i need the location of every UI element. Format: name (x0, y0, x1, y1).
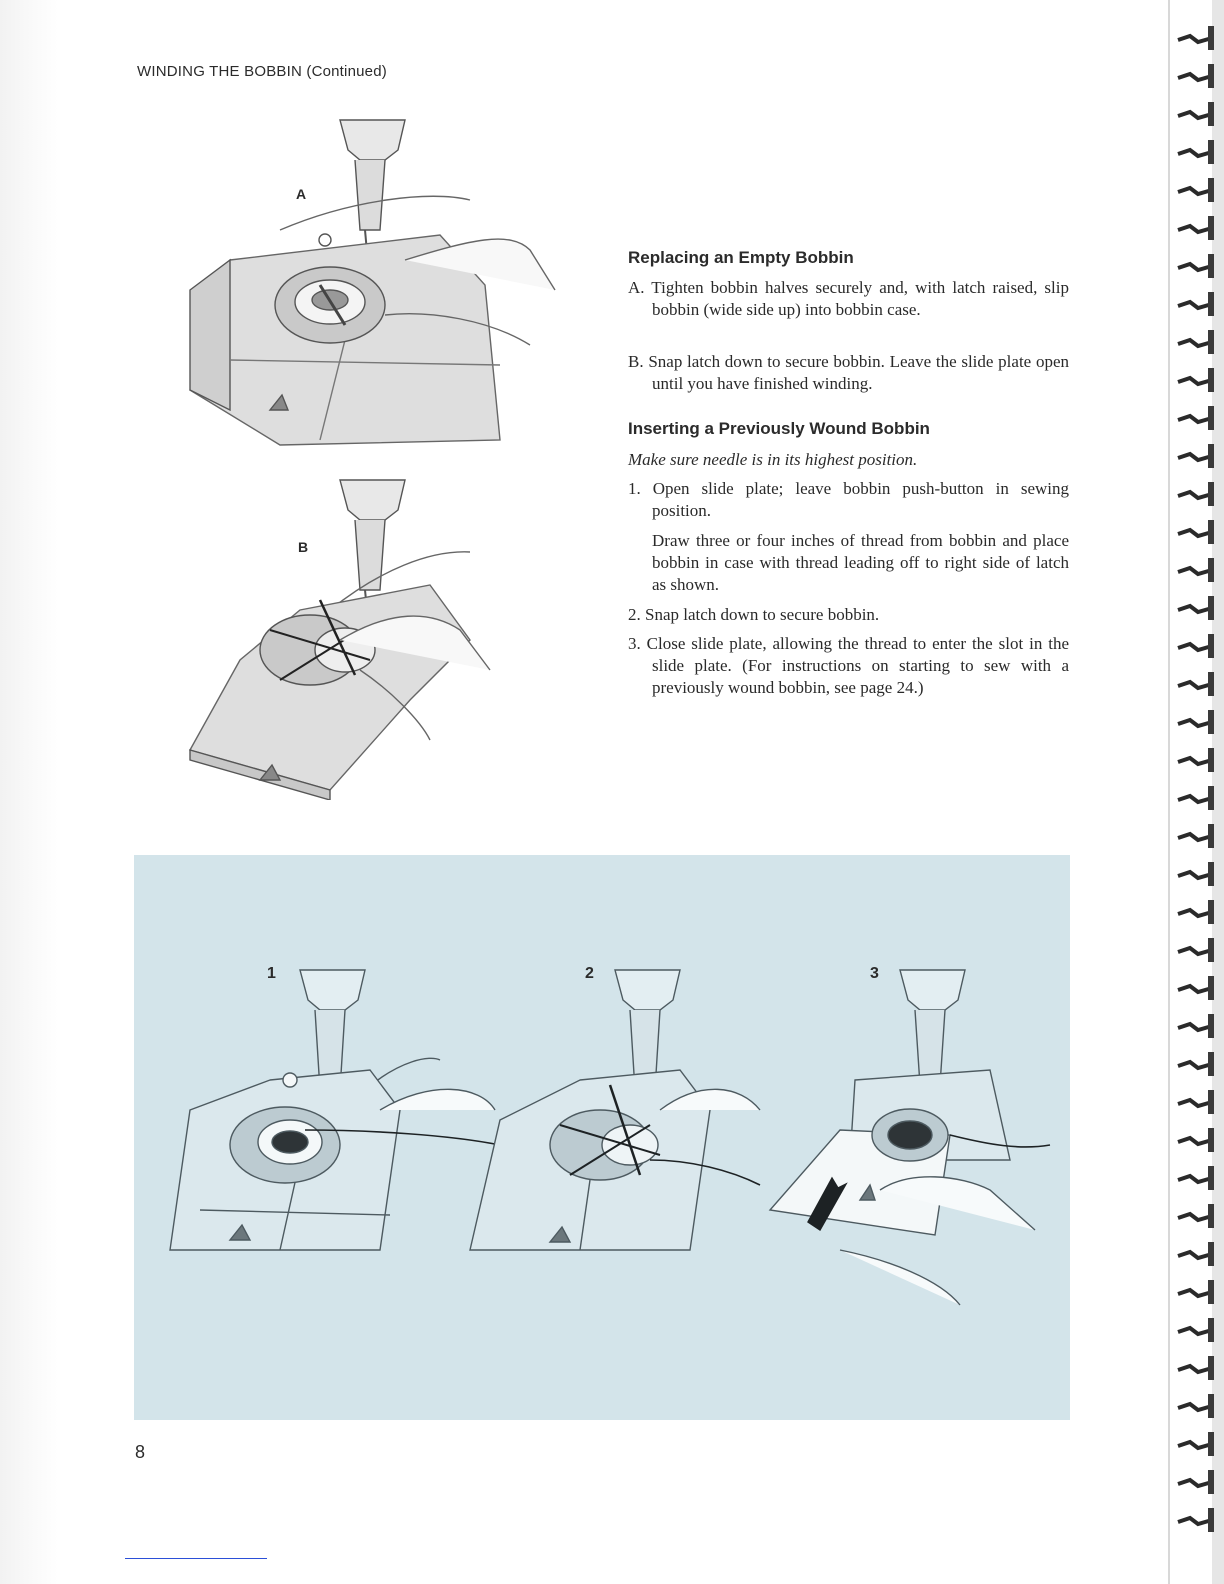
footer-rule (125, 1558, 267, 1559)
instruction-step-3: 3. Close slide plate, allowing the thread to enter the slot in the slide plate. (For instructions on starting to sew with a previously wound bobbin, see page 24.) (628, 634, 1069, 697)
figure-b-bobbin-illustration (170, 470, 500, 800)
page-header: WINDING THE BOBBIN (Continued) (137, 63, 387, 80)
step-3-illustration (760, 960, 1060, 1310)
section-title-replacing: Replacing an Empty Bobbin (628, 248, 854, 267)
note-needle-position: Make sure needle is in its highest position. (628, 450, 918, 469)
instruction-a: A. Tighten bobbin halves securely and, with latch raised, slip bobbin (wide side up) into bobbin case. (628, 278, 1069, 319)
spiral-binding (1116, 0, 1224, 1584)
step-2-illustration (460, 960, 780, 1270)
instruction-step-2: 2. Snap latch down to secure bobbin. (628, 605, 880, 624)
step-2-label: 2 (585, 965, 594, 982)
instruction-step-1: 1. Open slide plate; leave bobbin push-button in sewing position. (628, 479, 1069, 520)
step-1-illustration (150, 960, 510, 1270)
instruction-step-1-detail: Draw three or four inches of thread from bobbin and place bobbin in case with thread leading off to right side of latch as shown. (652, 531, 1069, 594)
figure-a-bobbin-illustration (170, 110, 590, 455)
figure-a-label: A (296, 186, 307, 202)
instruction-b: B. Snap latch down to secure bobbin. Leave the slide plate open until you have finished winding. (628, 352, 1069, 393)
step-1-label: 1 (267, 965, 276, 982)
page-edge-shade (0, 0, 58, 1584)
page-number: 8 (135, 1442, 146, 1462)
section-title-inserting: Inserting a Previously Wound Bobbin (628, 419, 930, 438)
figure-b-label: B (298, 539, 309, 555)
step-3-label: 3 (870, 965, 879, 982)
